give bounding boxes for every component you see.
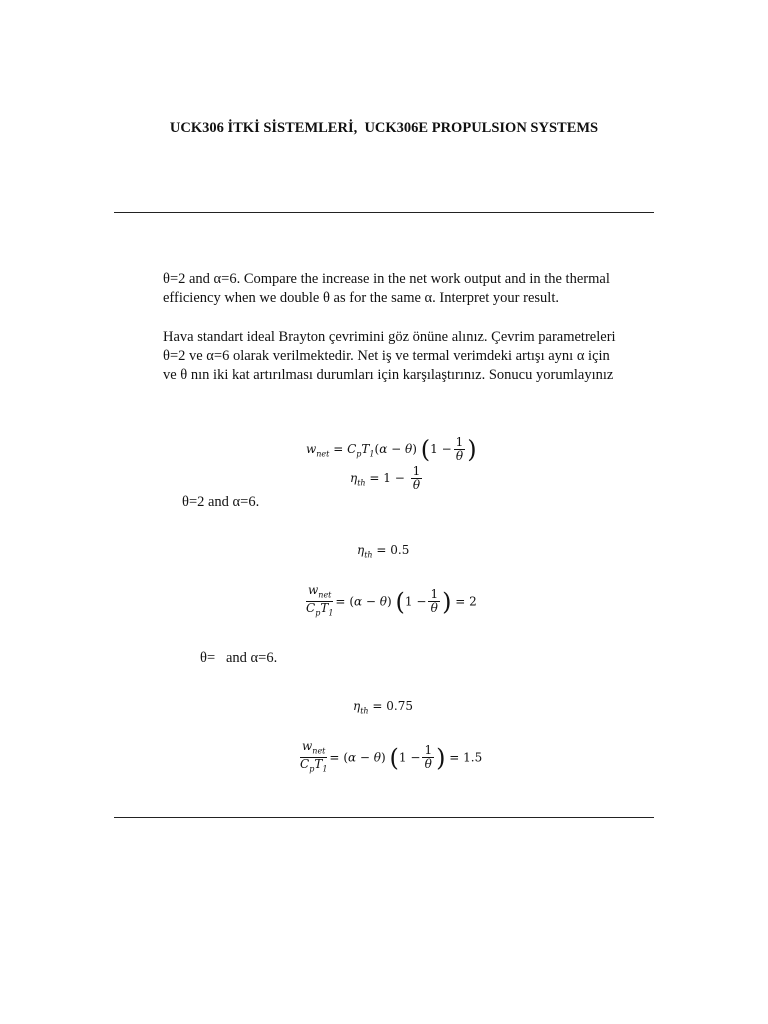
problem-text-line: θ=2 ve α=6 olarak verilmektedir. Net iş ve termal verimdeki artışı aynı α için xyxy=(163,348,610,364)
case2-work-ratio: $\frac{w_{net}}{C_pT_1}$ = (α − θ) (1 − $\frac{1}{\theta}$ ) = 1.5 xyxy=(300,739,483,774)
thermal-efficiency-formula: $\eta_{th} = 1$ − $\frac{1}{\theta}$ xyxy=(350,464,421,492)
net-work-formula: $w_{net} = C_pT_1(\alpha - \theta) (1$ − $\frac{1}{\theta}$ ) xyxy=(306,435,477,464)
case1-efficiency-value: 0.5 xyxy=(390,543,410,557)
problem-text-line: θ=2 and α=6. Compare the increase in the net work output and in the thermal xyxy=(163,271,610,287)
problem-text-line: ve θ nın iki kat artırılması durumları için karşılaştırınız. Sonucu yorumlayınız xyxy=(163,367,614,383)
case2-efficiency-value: 0.75 xyxy=(386,699,414,713)
problem-text-line: Hava standart ideal Brayton çevrimini göz önüne alınız. Çevrim parametreleri xyxy=(163,329,616,345)
page-title: UCK306 İTKİ SİSTEMLERİ, UCK306E PROPULSION SYSTEMS xyxy=(169,120,599,136)
case1-ratio-value: 2 xyxy=(469,594,477,609)
problem-statement-english xyxy=(163,270,663,308)
case2-ratio-value: 1.5 xyxy=(463,750,483,765)
problem-statement-turkish xyxy=(163,328,663,385)
case1-work-ratio: $\frac{w_{net}}{C_pT_1}$ = (α − θ) (1 − $\frac{1}{\theta}$ ) = 2 xyxy=(306,583,477,618)
bottom-divider xyxy=(114,817,654,818)
case1-condition: θ=2 and α=6. xyxy=(182,494,260,510)
case2-efficiency: $\eta_{th} = 0.75$ xyxy=(353,699,414,716)
case1-efficiency: $\eta_{th} = 0.5$ xyxy=(357,543,410,560)
problem-text-line: efficiency when we double θ as for the same α. Interpret your result. xyxy=(163,290,559,306)
top-divider xyxy=(114,212,654,213)
case2-condition: θ= and α=6. xyxy=(200,650,278,666)
